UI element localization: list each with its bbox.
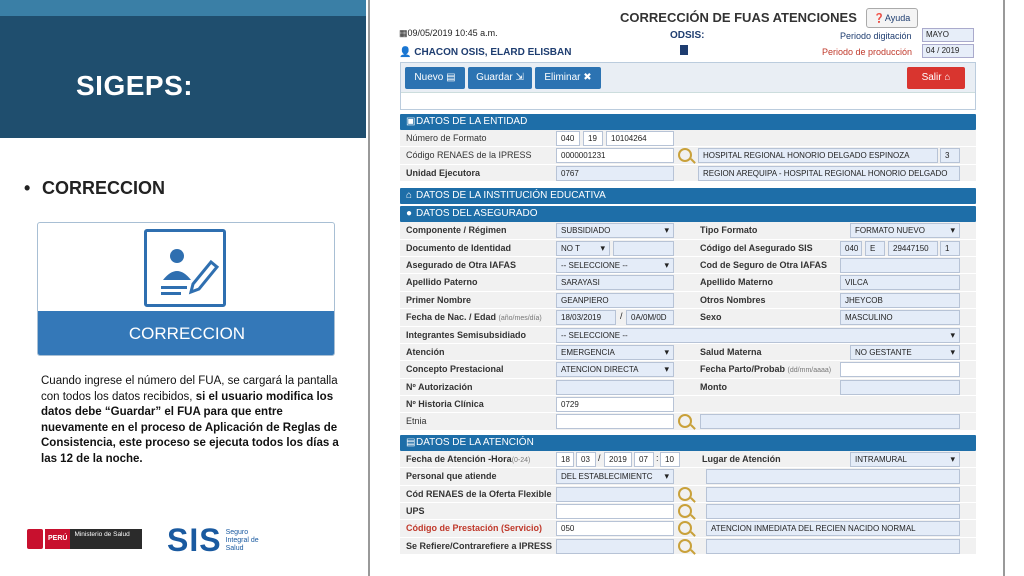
form-content bbox=[400, 112, 976, 555]
ap-materno-label: Apellido Materno bbox=[700, 277, 774, 288]
row-nombres bbox=[400, 292, 976, 309]
toolbar-buttons bbox=[401, 63, 975, 93]
ipress-categoria-field: 3 bbox=[940, 148, 960, 163]
refiere-nombre bbox=[706, 539, 960, 554]
card-label: CORRECCION bbox=[38, 311, 335, 356]
cod-sis-2[interactable]: E bbox=[865, 241, 885, 256]
refiere-label: Se Refiere/Contrarefiere a IPRESS bbox=[406, 540, 553, 551]
otra-iafas-label: Asegurado de Otra IAFAS bbox=[406, 259, 517, 270]
search-icon[interactable] bbox=[678, 487, 692, 501]
slide-title: SIGEPS: bbox=[76, 70, 194, 101]
toolbar bbox=[400, 62, 976, 110]
refiere-field[interactable] bbox=[556, 539, 674, 554]
cod-otra-iafas-field[interactable] bbox=[840, 258, 960, 273]
ap-paterno-label: Apellido Paterno bbox=[406, 277, 478, 288]
periodo-produccion-field: 04 / 2019 bbox=[922, 44, 974, 58]
clipboard-icon: ▤ bbox=[406, 436, 416, 448]
current-user bbox=[399, 47, 571, 58]
row-atencion bbox=[400, 344, 976, 361]
ue-nombre-field: REGION AREQUIPA - HOSPITAL REGIONAL HONORIO DELGADO bbox=[698, 166, 960, 181]
integrantes-label: Integrantes Semisubsidiado bbox=[406, 329, 527, 340]
fecha-atencion-label bbox=[406, 454, 530, 464]
row-num-formato bbox=[400, 130, 976, 147]
search-icon[interactable] bbox=[678, 414, 692, 428]
section-asegurado-title: DATOS DEL ASEGURADO bbox=[416, 208, 538, 220]
ups-nombre bbox=[706, 504, 960, 519]
doc-number-field[interactable] bbox=[613, 241, 674, 256]
fecha-parto-label bbox=[700, 364, 831, 374]
edad-field: 0A/0M/0D bbox=[626, 310, 674, 325]
file-icon: ▤ bbox=[446, 72, 456, 83]
row-autorizacion bbox=[400, 379, 976, 396]
user-icon: 👤 bbox=[399, 47, 415, 58]
otros-nombres-field[interactable]: JHEYCOB bbox=[840, 293, 960, 308]
help-button[interactable] bbox=[866, 8, 918, 28]
odsis-label: ODSIS: bbox=[670, 30, 705, 41]
fecha-parto-hint: (dd/mm/aaaa) bbox=[787, 367, 832, 375]
guardar-label: Guardar bbox=[476, 72, 513, 83]
user-name: CHACON OSIS, ELARD ELISBAN bbox=[414, 47, 572, 58]
row-ups bbox=[400, 503, 976, 520]
calendar-icon: ▦ bbox=[399, 28, 408, 38]
concepto-select[interactable]: ATENCION DIRECTA ▾ bbox=[556, 362, 674, 377]
personal-label: Personal que atiende bbox=[406, 471, 497, 482]
fecha-atencion-minuto[interactable]: 10 bbox=[660, 452, 680, 467]
row-unidad-ejecutora bbox=[400, 165, 976, 182]
cod-sis-1[interactable]: 040 bbox=[840, 241, 862, 256]
autorizacion-label: Nº Autorización bbox=[406, 381, 473, 392]
row-documento bbox=[400, 240, 976, 257]
ups-label: UPS bbox=[406, 506, 425, 517]
user-icon: ● bbox=[406, 208, 413, 220]
footer-logos bbox=[27, 522, 277, 556]
fecha-parto-field[interactable] bbox=[840, 362, 960, 377]
row-historia bbox=[400, 396, 976, 413]
cod-sis-label: Código del Asegurado SIS bbox=[700, 242, 813, 253]
prestacion-nombre-field: ATENCION INMEDIATA DEL RECIEN NACIDO NORMAL bbox=[706, 521, 960, 536]
lugar-label: Lugar de Atención bbox=[702, 453, 781, 464]
fecha-atencion-mes[interactable]: 03 bbox=[576, 452, 596, 467]
fecha-nac-label-text: Fecha de Nac. / Edad bbox=[406, 312, 497, 323]
ups-field[interactable] bbox=[556, 504, 674, 519]
renaes-input[interactable]: 0000001231 bbox=[556, 148, 674, 163]
salir-label: Salir bbox=[921, 72, 942, 83]
section-atencion bbox=[400, 435, 976, 451]
question-icon: ❓ bbox=[873, 13, 885, 23]
atencion-label: Atención bbox=[406, 346, 445, 357]
banner-stripe bbox=[0, 0, 366, 16]
otra-iafas-select[interactable]: -- SELECCIONE -- ▾ bbox=[556, 258, 674, 273]
correccion-card bbox=[37, 222, 335, 356]
nuevo-label: Nuevo bbox=[414, 72, 444, 83]
row-componente bbox=[400, 222, 976, 239]
componente-select[interactable]: SUBSIDIADO ▾ bbox=[556, 223, 674, 238]
time-separator: : bbox=[656, 452, 659, 463]
lugar-select[interactable]: INTRAMURAL ▾ bbox=[850, 452, 960, 467]
building-icon bbox=[680, 45, 688, 55]
search-icon[interactable] bbox=[678, 148, 692, 162]
tipo-formato-label: Tipo Formato bbox=[700, 225, 758, 236]
autorizacion-field[interactable] bbox=[556, 380, 674, 395]
periodo-digitacion-label: Periodo digitación bbox=[840, 31, 912, 41]
edit-user-icon bbox=[144, 229, 226, 307]
num-formato-3[interactable]: 10104264 bbox=[606, 131, 674, 146]
slide-title-banner bbox=[0, 0, 366, 138]
eliminar-label: Eliminar bbox=[544, 72, 581, 83]
ue-label: Unidad Ejecutora bbox=[406, 167, 481, 178]
fecha-nac-field[interactable]: 18/03/2019 bbox=[556, 310, 616, 325]
ministerio-logo-text: Ministerio de Salud bbox=[70, 529, 142, 549]
fecha-nac-label bbox=[406, 312, 542, 322]
etnia-nombre-field bbox=[700, 414, 960, 429]
search-icon[interactable] bbox=[678, 521, 692, 535]
sexo-field: MASCULINO bbox=[840, 310, 960, 325]
fecha-atencion-hint: (0-24) bbox=[511, 456, 531, 464]
row-otra-iafas bbox=[400, 257, 976, 274]
app-header bbox=[370, 0, 1003, 60]
fua-app-window bbox=[368, 0, 1005, 576]
personal-select[interactable]: DEL ESTABLECIMIENTC ▾ bbox=[556, 469, 674, 484]
peru-logo-text: PERÚ bbox=[45, 529, 70, 549]
section-atencion-title: DATOS DE LA ATENCIÓN bbox=[416, 436, 534, 448]
cod-prestacion-label: Código de Prestación (Servicio) bbox=[406, 523, 543, 534]
periodo-digitacion-field: MAYO bbox=[922, 28, 974, 42]
atencion-form bbox=[400, 451, 976, 555]
row-refiere bbox=[400, 538, 976, 555]
datetime-value: 09/05/2019 10:45 a.m. bbox=[407, 28, 498, 38]
guardar-button[interactable] bbox=[468, 67, 532, 89]
section-entidad-title: DATOS DE LA ENTIDAD bbox=[416, 116, 528, 127]
fecha-atencion-hora[interactable]: 07 bbox=[634, 452, 654, 467]
peru-shield-icon bbox=[27, 529, 43, 549]
concepto-label: Concepto Prestacional bbox=[406, 364, 504, 375]
sexo-label: Sexo bbox=[700, 312, 722, 323]
cod-otra-iafas-label: Cod de Seguro de Otra IAFAS bbox=[700, 259, 828, 270]
otros-nombres-label: Otros Nombres bbox=[700, 294, 766, 305]
integrantes-select[interactable]: -- SELECCIONE -- ▾ bbox=[556, 328, 960, 343]
renaes-label: Código RENAES de la IPRESS bbox=[406, 150, 532, 161]
fecha-atencion-dia[interactable]: 18 bbox=[556, 452, 574, 467]
num-formato-label: Número de Formato bbox=[406, 133, 487, 143]
fecha-nac-hint: (año/mes/día) bbox=[498, 315, 542, 323]
home-icon: ⌂ bbox=[944, 72, 951, 83]
row-renaes-oferta bbox=[400, 486, 976, 503]
help-label: Ayuda bbox=[884, 13, 911, 23]
historia-field[interactable]: 0729 bbox=[556, 397, 674, 412]
monto-field[interactable] bbox=[840, 380, 960, 395]
description-text bbox=[41, 374, 341, 467]
row-integrantes bbox=[400, 327, 976, 344]
app-title: CORRECCIÓN DE FUAS ATENCIONES bbox=[620, 10, 857, 25]
componente-label: Componente / Régimen bbox=[406, 225, 507, 236]
historia-label: Nº Historia Clínica bbox=[406, 399, 484, 410]
etnia-label: Etnia bbox=[406, 416, 427, 427]
section-asegurado bbox=[400, 206, 976, 222]
fecha-parto-label-text: Fecha Parto/Probab bbox=[700, 364, 786, 375]
primer-nombre-label: Primer Nombre bbox=[406, 294, 472, 305]
salud-materna-select[interactable]: NO GESTANTE ▾ bbox=[850, 345, 960, 360]
sis-logo bbox=[167, 522, 260, 559]
close-icon: ✖ bbox=[583, 72, 592, 83]
entidad-form bbox=[400, 130, 976, 182]
num-formato-2[interactable]: 19 bbox=[583, 131, 603, 146]
cod-sis-4[interactable]: 1 bbox=[940, 241, 960, 256]
salud-materna-label: Salud Materna bbox=[700, 346, 762, 357]
primer-nombre-field[interactable]: GEANPIERO bbox=[556, 293, 674, 308]
section-institucion bbox=[400, 188, 976, 204]
num-formato-1[interactable]: 040 bbox=[556, 131, 580, 146]
row-fecha-nac bbox=[400, 309, 976, 326]
date-separator: / bbox=[620, 311, 623, 322]
row-cod-prestacion bbox=[400, 520, 976, 537]
sis-logo-subtitle: Seguro Integral de Salud bbox=[225, 528, 259, 552]
doc-label: Documento de Identidad bbox=[406, 242, 512, 253]
bullet-dot: • bbox=[24, 178, 31, 198]
ue-field: 0767 bbox=[556, 166, 674, 181]
building-icon: ▣ bbox=[406, 116, 416, 127]
row-etnia bbox=[400, 413, 976, 430]
renaes-oferta-nombre bbox=[706, 487, 960, 502]
doc-select[interactable]: NO T ▾ bbox=[556, 241, 610, 256]
nuevo-button[interactable] bbox=[405, 67, 465, 89]
datetime bbox=[399, 28, 498, 39]
description-part-1: Cuando ingrese el número del FUA, se cargará la pantalla con todos los datos recibidos, bbox=[41, 375, 338, 403]
bullet-heading bbox=[24, 178, 165, 199]
row-fecha-atencion bbox=[400, 451, 976, 468]
ministerio-salud-logo bbox=[27, 528, 143, 550]
salir-button[interactable] bbox=[907, 67, 965, 89]
section-institucion-title: DATOS DE LA INSTITUCIÓN EDUCATIVA bbox=[416, 190, 606, 202]
cod-sis-3[interactable]: 29447150 bbox=[888, 241, 938, 256]
save-icon: ⇲ bbox=[515, 72, 524, 83]
bullet-text: CORRECCION bbox=[42, 178, 166, 198]
section-entidad bbox=[400, 114, 976, 130]
fecha-atencion-label-text: Fecha de Atención -Hora bbox=[406, 453, 512, 464]
monto-label: Monto bbox=[700, 381, 727, 392]
tipo-formato-select[interactable]: FORMATO NUEVO ▾ bbox=[850, 223, 960, 238]
date-separator: / bbox=[598, 452, 601, 463]
ipress-nombre-field: HOSPITAL REGIONAL HONORIO DELGADO ESPINOZA bbox=[698, 148, 938, 163]
row-apellidos bbox=[400, 274, 976, 291]
search-icon[interactable] bbox=[678, 539, 692, 553]
etnia-field[interactable] bbox=[556, 414, 674, 429]
search-icon[interactable] bbox=[678, 504, 692, 518]
atencion-select[interactable]: EMERGENCIA ▾ bbox=[556, 345, 674, 360]
ap-paterno-field[interactable]: SARAYASI bbox=[556, 275, 674, 290]
fecha-atencion-anio[interactable]: 2019 bbox=[604, 452, 632, 467]
asegurado-form bbox=[400, 222, 976, 431]
row-concepto bbox=[400, 361, 976, 378]
row-personal bbox=[400, 468, 976, 485]
description-part-2: si el usuario modifica los datos debe “Guardar” el FUA para que entre nuevamente en el proceso de Aplicación de Reglas de Consistencia, este proceso se ejecuta todos los días a las 12 de la noche. bbox=[41, 390, 339, 465]
row-renaes bbox=[400, 147, 976, 164]
ap-materno-field[interactable]: VILCA bbox=[840, 275, 960, 290]
eliminar-button[interactable] bbox=[535, 67, 601, 89]
renaes-oferta-field[interactable] bbox=[556, 487, 674, 502]
renaes-oferta-label: Cód RENAES de la Oferta Flexible bbox=[406, 488, 552, 499]
school-icon: ⌂ bbox=[406, 190, 413, 202]
personal-detalle-field bbox=[706, 469, 960, 484]
sis-logo-text: SIS bbox=[167, 522, 222, 558]
cod-prestacion-field[interactable]: 050 bbox=[556, 521, 674, 536]
periodo-produccion-label: Periodo de producción bbox=[822, 47, 913, 57]
